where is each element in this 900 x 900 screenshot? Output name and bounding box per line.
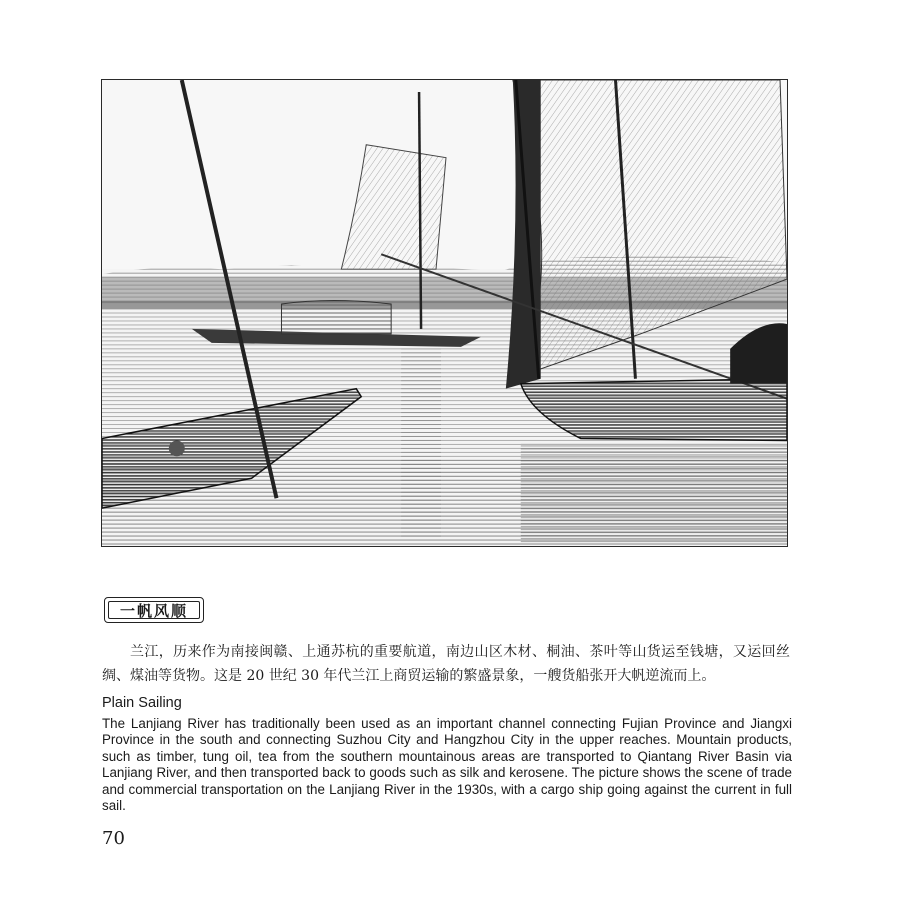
english-caption-paragraph: The Lanjiang River has traditionally been used as an important channel connecting Fujian Province and Jiangxi Province in the south and connecting Suzhou City and Hangzhou City in the upper reaches. Mountain products, such as timber, tung oil, tea from the southern mountainous areas are transported to Qiantang River Basin via Lanjiang River, and then transported back to goods such as silk and kerosene. The picture shows the scene of trade and commercial transportation on the Lanjiang River in the 1930s, with a cargo ship going against the current in full sail. bbox=[102, 716, 792, 814]
section-heading-tag: 一帆风顺 bbox=[104, 597, 204, 623]
english-caption-title: Plain Sailing bbox=[102, 695, 182, 711]
sailboats-engraving bbox=[102, 80, 787, 546]
river-sailboats-illustration bbox=[101, 79, 788, 547]
page-number: 70 bbox=[102, 828, 125, 849]
chinese-caption-paragraph: 兰江，历来作为南接闽赣、上通苏杭的重要航道，南边山区木材、桐油、茶叶等山货运至钱塘，又运回丝绸、煤油等货物。这是 20 世纪 30 年代兰江上商贸运输的繁盛景象，一艘货船张开大帆逆流而上。 bbox=[102, 644, 790, 684]
